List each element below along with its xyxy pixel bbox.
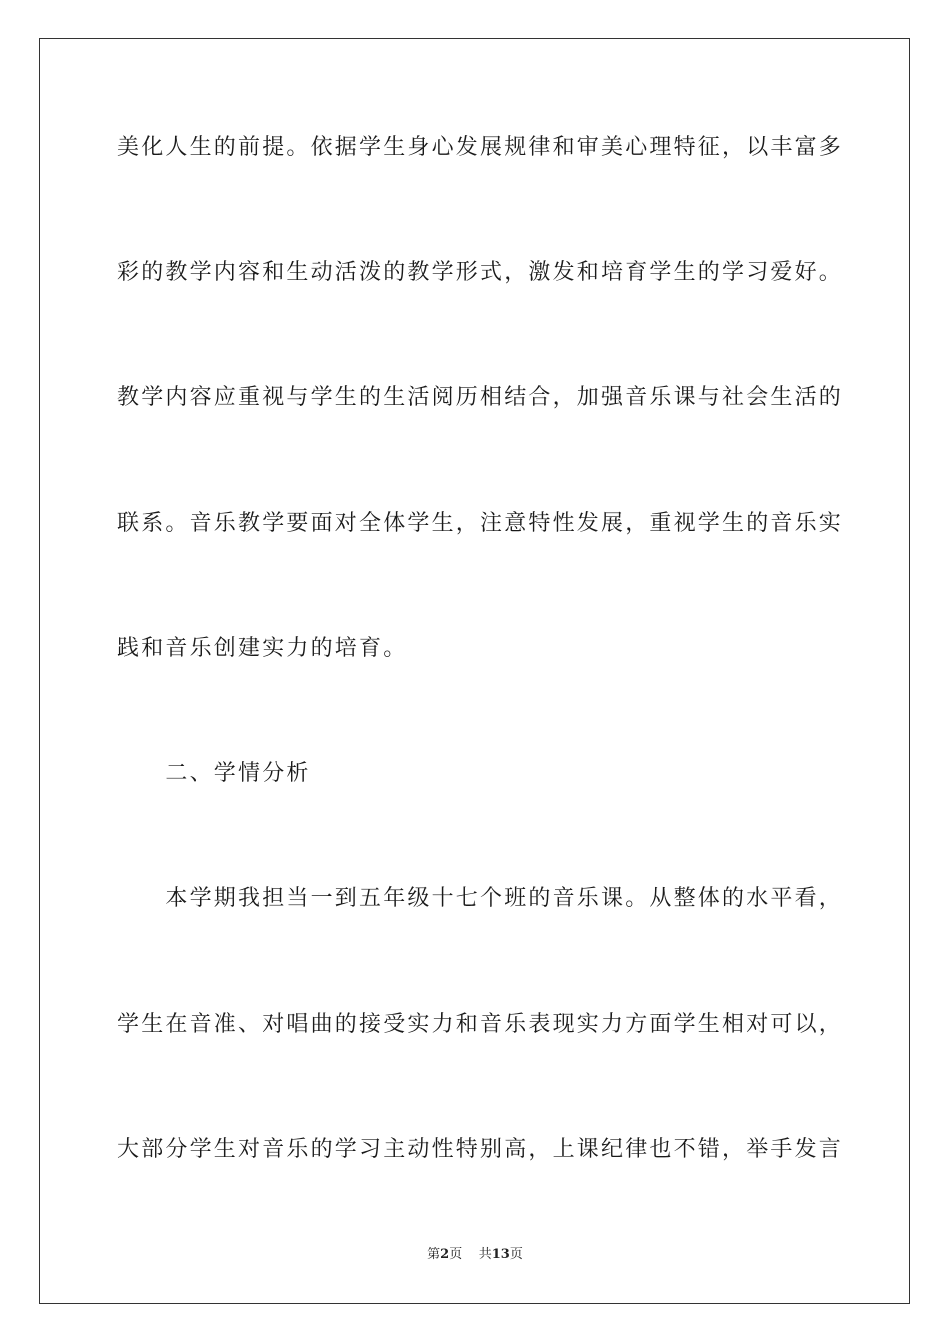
body-line-1: 美化人生的前提。依据学生身心发展规律和审美心理特征，以丰富多: [117, 135, 844, 160]
footer-total-pages: 13: [491, 1247, 510, 1262]
body-line-3: 教学内容应重视与学生的生活阅历相结合，加强音乐课与社会生活的: [117, 385, 844, 410]
section-heading: 二、学情分析: [117, 761, 311, 786]
body-line-7: 学生在音准、对唱曲的接受实力和音乐表现实力方面学生相对可以，: [117, 1012, 844, 1037]
body-line-8: 大部分学生对音乐的学习主动性特别高，上课纪律也不错，举手发言: [117, 1137, 844, 1162]
page-footer: [0, 1246, 950, 1264]
body-line-4: 联系。音乐教学要面对全体学生，注意特性发展，重视学生的音乐实: [117, 511, 844, 536]
page-border: [39, 38, 910, 1304]
body-line-2: 彩的教学内容和生动活泼的教学形式，激发和培育学生的学习爱好。: [117, 260, 844, 285]
footer-page-suffix: 页: [449, 1247, 463, 1262]
body-line-5: 践和音乐创建实力的培育。: [117, 636, 408, 661]
footer-total-suffix: 页: [509, 1247, 523, 1262]
footer-page-prefix: 第: [427, 1247, 441, 1262]
footer-current-page: 2: [440, 1247, 450, 1262]
footer-total-prefix: 共: [478, 1247, 492, 1262]
body-line-6: 本学期我担当一到五年级十七个班的音乐课。从整体的水平看，: [117, 886, 844, 911]
